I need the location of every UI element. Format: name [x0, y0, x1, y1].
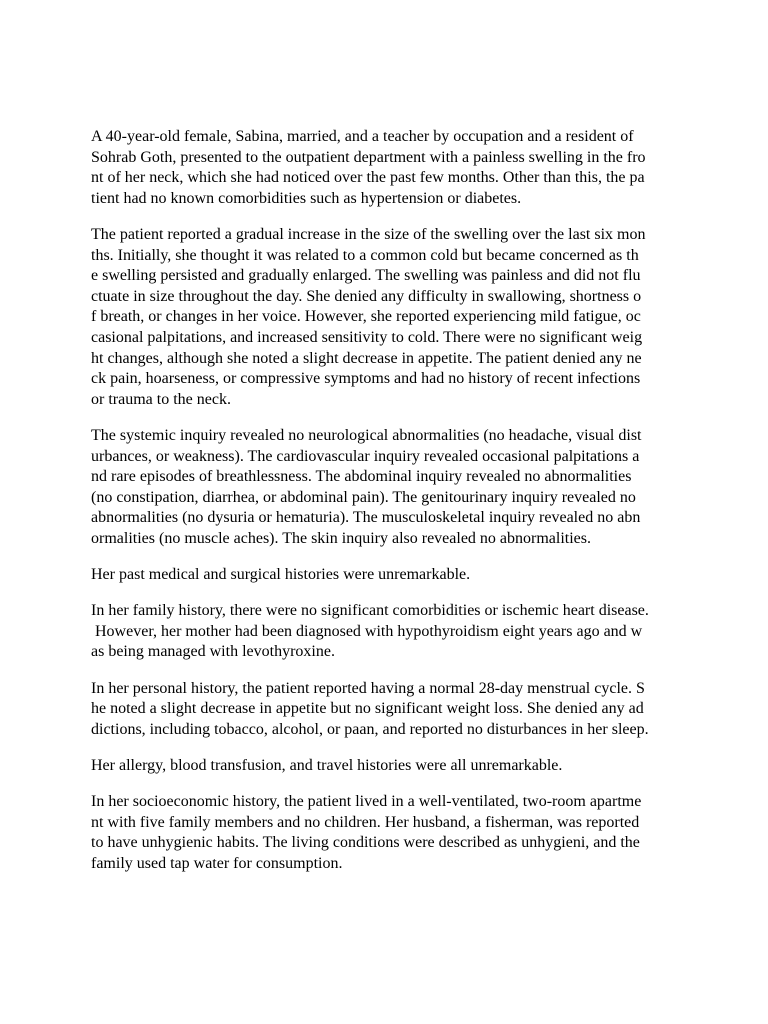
paragraph-personal-history [91, 679, 709, 741]
text-line: as being managed with levothyroxine. [91, 643, 335, 661]
text-line: f breath, or changes in her voice. However, she reported experiencing mild fatigue, oc [91, 308, 641, 326]
text-line: Her allergy, blood transfusion, and travel histories were all unremarkable. [91, 757, 563, 774]
text-line: A 40-year-old female, Sabina, married, and a teacher by occupation and a resident of [91, 128, 634, 145]
text-line: The patient reported a gradual increase in the size of the swelling over the last six mon [91, 225, 646, 243]
text-line: casional palpitations, and increased sensitivity to cold. There were no significant weig [91, 328, 643, 346]
text-line: nd rare episodes of breathlessness. The abdominal inquiry revealed no abnormalities [91, 468, 632, 486]
text-line: ths. Initially, she thought it was related to a common cold but became concerned as th [91, 246, 639, 264]
paragraph-presentation [91, 127, 709, 209]
paragraph-allergy-transfusion-travel [91, 756, 709, 777]
text-line: e swelling persisted and gradually enlarged. The swelling was painless and did not flu [91, 267, 641, 285]
text-line: (no constipation, diarrhea, or abdominal pain). The genitourinary inquiry revealed no [91, 488, 636, 506]
text-line: nt with five family members and no children. Her husband, a fisherman, was reported [91, 813, 640, 831]
text-line: ck pain, hoarseness, or compressive symptoms and had no history of recent infections [91, 370, 641, 388]
text-line: dictions, including tobacco, alcohol, or paan, and reported no disturbances in her sleep. [91, 720, 649, 738]
text-line: family used tap water for consumption. [91, 854, 343, 872]
text-line: nt of her neck, which she had noticed over the past few months. Other than this, the pa [91, 169, 645, 187]
text-line: However, her mother had been diagnosed with hypothyroidism eight years ago and w [91, 622, 643, 640]
text-line: he noted a slight decrease in appetite but no significant weight loss. She denied any ad [91, 700, 644, 718]
text-line: or trauma to the neck. [91, 390, 231, 408]
text-line: Sohrab Goth, presented to the outpatient department with a painless swelling in the fro [91, 148, 646, 166]
paragraph-family-history [91, 601, 709, 663]
text-line: abnormalities (no dysuria or hematuria). The musculoskeletal inquiry revealed no abn [91, 509, 641, 527]
paragraph-socioeconomic-history [91, 792, 709, 874]
text-line: ormalities (no muscle aches). The skin inquiry also revealed no abnormalities. [91, 529, 592, 547]
text-line: ht changes, although she noted a slight decrease in appetite. The patient denied any ne [91, 349, 642, 367]
text-line: In her socioeconomic history, the patient lived in a well-ventilated, two-room apartme [91, 793, 642, 811]
paragraph-past-history [91, 565, 709, 586]
text-line: In her family history, there were no significant comorbidities or ischemic heart disease. [91, 602, 649, 620]
text-line: Her past medical and surgical histories were unremarkable. [91, 566, 471, 584]
text-line: The systemic inquiry revealed no neurological abnormalities (no headache, visual dist [91, 426, 642, 444]
text-line: In her personal history, the patient reported having a normal 28-day menstrual cycle. S [91, 679, 645, 697]
paragraph-systemic-inquiry [91, 426, 709, 550]
document-body [91, 127, 709, 890]
text-line: ctuate in size throughout the day. She denied any difficulty in swallowing, shortness o [91, 287, 642, 305]
text-line: tient had no known comorbidities such as hypertension or diabetes. [91, 189, 522, 207]
text-line: to have unhygienic habits. The living conditions were described as unhygieni, and the [91, 834, 640, 852]
paragraph-history-of-presenting-illness [91, 225, 709, 410]
text-line: urbances, or weakness). The cardiovascular inquiry revealed occasional palpitations a [91, 447, 640, 465]
